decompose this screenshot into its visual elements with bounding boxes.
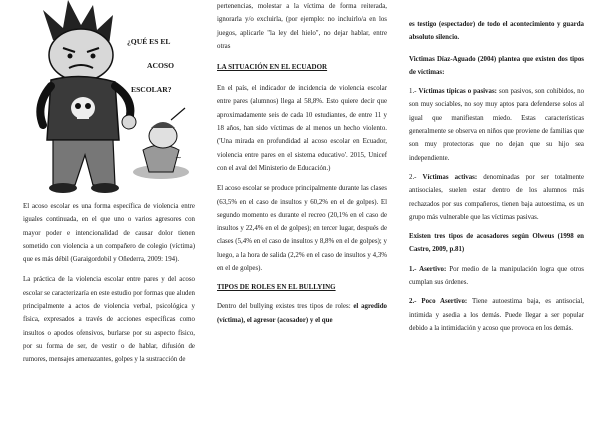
paragraph-practice: La práctica de la violencia escolar entre pares y del acoso escolar se caracterizaría en este estudio por formas que aluden principalmente a actos de violencia verbal, psicológica y física, expresados a través de acciones específicas como insultos o apodos ofensivos, burlarse por su aspecto físico, por su forma de ser, de vestir o de hablar, difusión de rumores, mensajes amenazantes, golpes y la sustracción de [23, 276, 195, 364]
title-line-3: ESCOLAR? [131, 85, 172, 94]
page-title [127, 30, 207, 102]
passive-number: 1.- [409, 88, 419, 96]
passive-term: Víctimas típicas o pasivas: [418, 88, 497, 96]
column-left [23, 0, 195, 367]
less-assertive-term: 2.- Poco Asertivo: [409, 298, 468, 306]
active-term: Víctimas activas: [422, 173, 478, 181]
bullying-illustration [23, 0, 195, 200]
paragraph-active-victims [409, 171, 584, 224]
assertive-description: Por medio de la manipulación logra que otros cumplan sus órdenes. [409, 265, 584, 287]
paragraph-less-assertive [409, 295, 584, 335]
paragraph-definition: El acoso escolar es una forma específica de violencia entre iguales continuada, en el que uno o varios agresores con mayor poder e intencionalidad de causar dolor tienen sometido con violencia a un compañero de colegio (víctima) que es más débil (Garaigordobil y Oñederra, 2009: 194). [23, 203, 195, 264]
active-number: 2.- [409, 173, 423, 181]
svg-text:~: ~ [175, 153, 182, 162]
paragraph-passive-victims [409, 85, 584, 165]
paragraph-timing-statistics: El acoso escolar se produce principalmente durante las clases (63,5% en el caso de insultos y 60,2% en el de golpes). El segundo momento es durante el recreo (20,1% en el caso de insultos y 22,4% en el de golpes); en tercer lugar, después de clases (5,4% en el caso de insultos y 8,8% en el de golpes); y luego, a la hora de salida (2,2% en el caso de insultos y 4,3% en el de golpes). [217, 185, 387, 273]
column-right [409, 0, 584, 335]
paragraph-witness: es testigo (espectador) de todo el acontecimiento y guarda absoluto silencio. [409, 21, 584, 42]
heading-ecuador: LA SITUACIÓN EN EL ECUADOR [217, 63, 328, 72]
paragraph-ecuador-statistics: En el país, el indicador de incidencia de violencia escolar entre pares (alumnos) llega al 58,8%. Esto quiere decir que aproximadamente seis de cada 10 estudiantes, de entre 11 y 18 años, han sido víctimas de al menos un hecho violento. ('Una mirada en profundidad al acoso escolar en Ecuador, violencia entre pares en el sistema educativo'. 2015, Unicef con el aval del Ministerio de Educación.) [217, 85, 387, 172]
paragraph-victim-types-intro: Victimas Díaz-Aguado (2004) plantea que existen dos tipos de víctimas: [409, 55, 584, 76]
title-line-2: ACOSO [147, 61, 175, 70]
title-line-1: ¿QUÉ ES EL [127, 37, 171, 46]
paragraph-continuation: pertenencias, molestar a la víctima de forma reiterada, ignorarla y/o excluirla, (por ejemplo: no incluirlo/a en los juegos, aplicarle "la ley del hielo", no dejar hablar, entre otras [217, 3, 387, 50]
roles-list-text: el agredido (víctima), el agresor (acosador) y el que [217, 303, 387, 324]
roles-intro-text: Dentro del bullying existes tres tipos de roles: [217, 303, 354, 311]
less-assertive-description: Tiene autoestima baja, es antisocial, intimida y asedia a los demás. Puede llegar a ser popular debido a la intimidación y acoso que provoca en los demás. [409, 298, 584, 332]
column-middle [217, 0, 387, 327]
paragraph-roles [217, 300, 387, 327]
heading-roles: TIPOS DE ROLES EN EL BULLYING [217, 283, 336, 292]
paragraph-aggressor-types-intro: Existen tres tipos de acosadores según Olweus (1998 en Castro, 2009, p.81) [409, 233, 584, 254]
paragraph-assertive [409, 263, 584, 290]
passive-description: son pasivos, son cohibidos, no son muy sociables, no soy muy aptos para defenderse solos al igual que manifiestan miedo. Estas características generalmente se observa en niños que proviene de familias que son muy protectoras que no dejan que su hijo sea independiente. [409, 88, 585, 162]
assertive-term: 1.- Asertivo: [409, 265, 447, 273]
active-description: denominadas por ser totalmente antisociales, suelen estar dentro de los alumnos más rechazados por sus compañeros, tienen baja autoestima, es un grupo más vulnerable que las víctimas pasivas. [409, 173, 585, 221]
